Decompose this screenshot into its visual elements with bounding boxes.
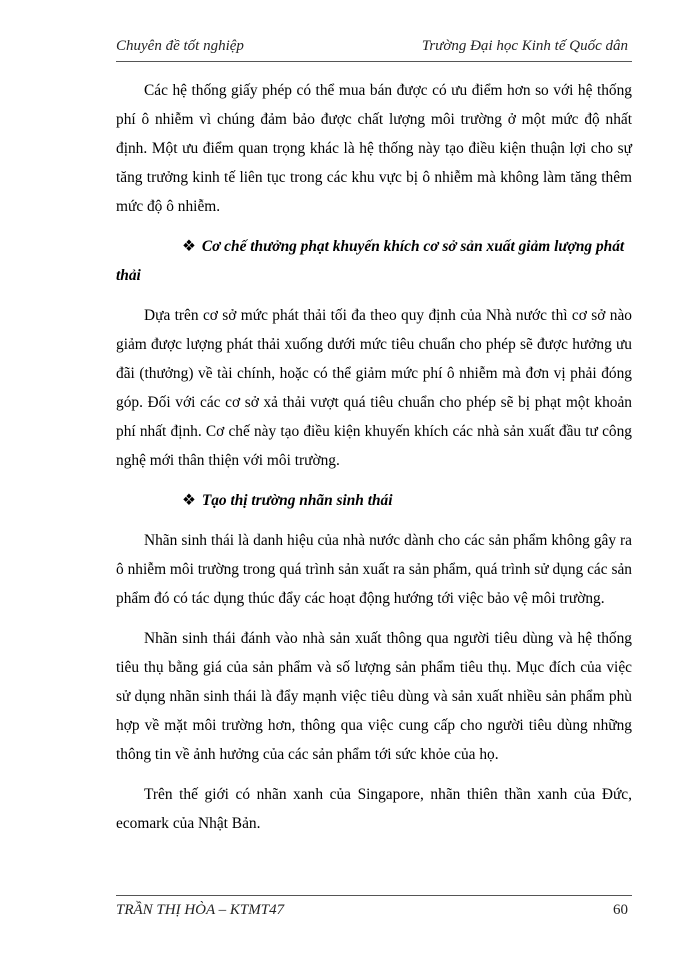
footer-divider <box>116 895 632 896</box>
diamond-bullet-icon: ❖ <box>182 238 196 255</box>
footer-author: TRẦN THỊ HÒA – KTMT47 <box>116 902 285 918</box>
section-heading-2 <box>116 486 632 515</box>
section-heading-1 <box>116 232 632 290</box>
paragraph-3: Nhãn sinh thái là danh hiệu của nhà nước dành cho các sản phẩm không gây ra ô nhiễm môi trường trong quá trình sản xuất ra sản phẩm, quá trình sử dụng các sản phẩm đó có tác dụng thúc đẩy các hoạt động hướng tới việc bảo vệ môi trường. <box>116 532 632 607</box>
header-right-title: Trường Đại học Kinh tế Quốc dân <box>421 38 628 54</box>
header-divider <box>116 61 632 62</box>
paragraph-2: Dựa trên cơ sở mức phát thải tối đa theo quy định của Nhà nước thì cơ sở nào giảm được lượng phát thải xuống dưới mức tiêu chuẩn cho phép sẽ được hưởng ưu đãi (thưởng) về tài chính, hoặc có thể giảm mức phí ô nhiễm mà đơn vị phải đóng góp. Đối với các cơ sở xả thải vượt quá tiêu chuẩn cho phép sẽ bị phạt một khoản phí nhất định. Cơ chế này tạo điều kiện khuyến khích các nhà sản xuất đầu tư công nghệ mới thân thiện với môi trường. <box>116 307 632 469</box>
paragraph-5: Trên thế giới có nhãn xanh của Singapore, nhãn thiên thần xanh của Đức, ecomark của Nhật Bản. <box>116 786 632 832</box>
page-number: 60 <box>613 902 628 918</box>
paragraph-1: Các hệ thống giấy phép có thể mua bán được có ưu điểm hơn so với hệ thống phí ô nhiễm vì chúng đảm bảo được chất lượng môi trường ở một mức độ nhất định. Một ưu điểm quan trọng khác là hệ thống này tạo điều kiện thuận lợi cho sự tăng trưởng kinh tế liên tục trong các khu vực bị ô nhiễm mà không làm tăng thêm mức độ ô nhiễm. <box>116 82 632 215</box>
header-left-title: Chuyên đề tốt nghiệp <box>116 38 244 54</box>
paragraph-4: Nhãn sinh thái đánh vào nhà sản xuất thông qua người tiêu dùng và hệ thống tiêu thụ bằng giá của sản phẩm và số lượng sản phẩm tiêu thụ. Mục đích của việc sử dụng nhãn sinh thái là đẩy mạnh việc tiêu dùng và sản xuất nhiều sản phẩm phù hợp về mặt môi trường hơn, thông qua việc cung cấp cho người tiêu dùng những thông tin về ảnh hưởng của các sản phẩm tới sức khỏe của họ. <box>116 630 632 763</box>
diamond-bullet-icon: ❖ <box>182 492 196 509</box>
section-heading-2-text: Tạo thị trường nhãn sinh thái <box>201 492 393 509</box>
section-heading-1-text: Cơ chế thưởng phạt khuyến khích cơ sở sản xuất giảm lượng phát thải <box>116 238 625 284</box>
page-content <box>116 76 632 849</box>
